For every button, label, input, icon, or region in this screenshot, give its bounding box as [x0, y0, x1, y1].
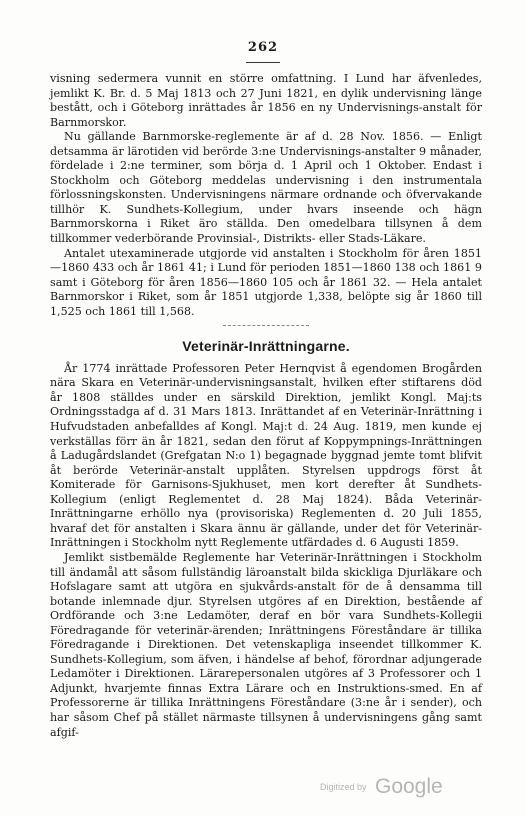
page-number-rule — [246, 62, 280, 63]
paragraph-regulations: Jemlikt sistbemälde Reglemente har Veterinär-Inrättningen i Stockholm till ändamål att såsom fullständig läroanstalt bilda skickliga Djurläkare och Hofslagare samt att utgöra en sjukvårds-anstalt för de å densamma till botande inlemnade djur. Styrelsen utgöres af en Direktion, bestående af Ordförande och 3:ne Ledamöter, deraf en bör vara Sundhets-Kollegii Föredragande för veterinär-ärenden; Inrättningens Föreståndare är tillika Föredragande i Direktionen. Det vetenskapliga inseendet tillkommer K. Sundhets-Kollegium, som äfven, i händelse af behof, förordnar adjungerade Ledamöter i Direktionen. Lärarepersonalen utgöres af 3 Professorer och 1 Adjunkt, hvarjemte finnas Extra Lärare och en Instruktions-smed. En af Professorerne är tillika Inrättningens Föreståndare (3:ne år i sender), och har såsom Chef på stället närmaste tillsynen å undervisningens gång samt afgif- — [50, 550, 482, 739]
paragraph-history: År 1774 inrättade Professoren Peter Hernqvist å egendomen Brogården nära Skara en Veterinär-undervisningsanstalt, hvilken efter stiftarens död år 1808 ställdes under en särskild Direktion, jemlikt Kongl. Maj:ts Ordningsstadga af d. 31 Mars 1813. Inrättandet af en Veterinär-Inrättning i Hufvudstaden anbefalldes af Kongl. Maj:t d. 24 Aug. 1819, men kunde ej verkställas förr än år 1821, sedan den förut af Koppympnings-Inrättningen å Ladugårdslandet (Grefgatan N:o 1) begagnade byggnad jemte tomt blifvit åt berörde Veterinär-anstalt upplåten. Styrelsen uppdrogs först åt Komiterade för Garnisons-Sjukhuset, men kort derefter åt Sundhets-Kollegium (enligt Reglementet d. 28 Maj 1824). Båda Veterinär-Inrättningarne erhöllo nya (provisoriska) Reglementen d. 20 Juli 1855, hvaraf det för anstalten i Skara ännu är gällande, under det för Veterinär-Inrättningen i Stockholm nytt Reglemente utfärdades d. 6 Augusti 1859. — [50, 361, 482, 550]
section-heading: Veterinär-Inrättningarne. — [182, 338, 350, 355]
google-logo: Google — [374, 775, 443, 798]
section-divider — [223, 325, 309, 327]
paragraph-antalet: Antalet utexaminerade utgjorde vid anstalten i Stockholm för åren 1851—1860 433 och år 1861 41; i Lund för perioden 1851—1860 138 och 1861 9 samt i Göteborg för åren 1856—1860 105 och år 1861 32. — Hela antalet Barnmorskor i Riket, som år 1851 utgjorde 1,338, belöpte sig år 1860 till 1,525 och 1861 till 1,568. — [50, 246, 482, 318]
page-body — [50, 72, 482, 740]
digitized-watermark — [320, 775, 443, 799]
paragraph-reglemente: Nu gällande Barnmorske-reglemente är af d. 28 Nov. 1856. — Enligt detsamma är lärotiden vid berörde 3:ne Undervisnings-anstalter 9 månader, fördelade i 2:ne terminer, som börja d. 1 April och 1 Oktober. Endast i Stockholm och Göteborg meddelas undervisning i den instrumentala förlossningskonsten. Undervisningens närmare ordnande och öfvervakande tillhör K. Sundhets-Kollegium, under hvars inseende och hägn Barnmorskorna i Riket äro ställda. Den omedelbara tillsynen å dem tillkommer vederbörande Provinsial-, Distrikts- eller Stads-Läkare. — [50, 130, 482, 246]
paragraph-continued: visning sedermera vunnit en större omfattning. I Lund har äfvenledes, jemlikt K. Br. d. 5 Maj 1813 och 27 Juni 1821, en dylik undervisning länge bestått, och i Göteborg inrättades år 1856 en ny Undervisnings-anstalt för Barnmorskor. — [50, 72, 482, 129]
page-number: 262 — [247, 40, 279, 55]
digitized-label: Digitized by — [320, 782, 367, 792]
